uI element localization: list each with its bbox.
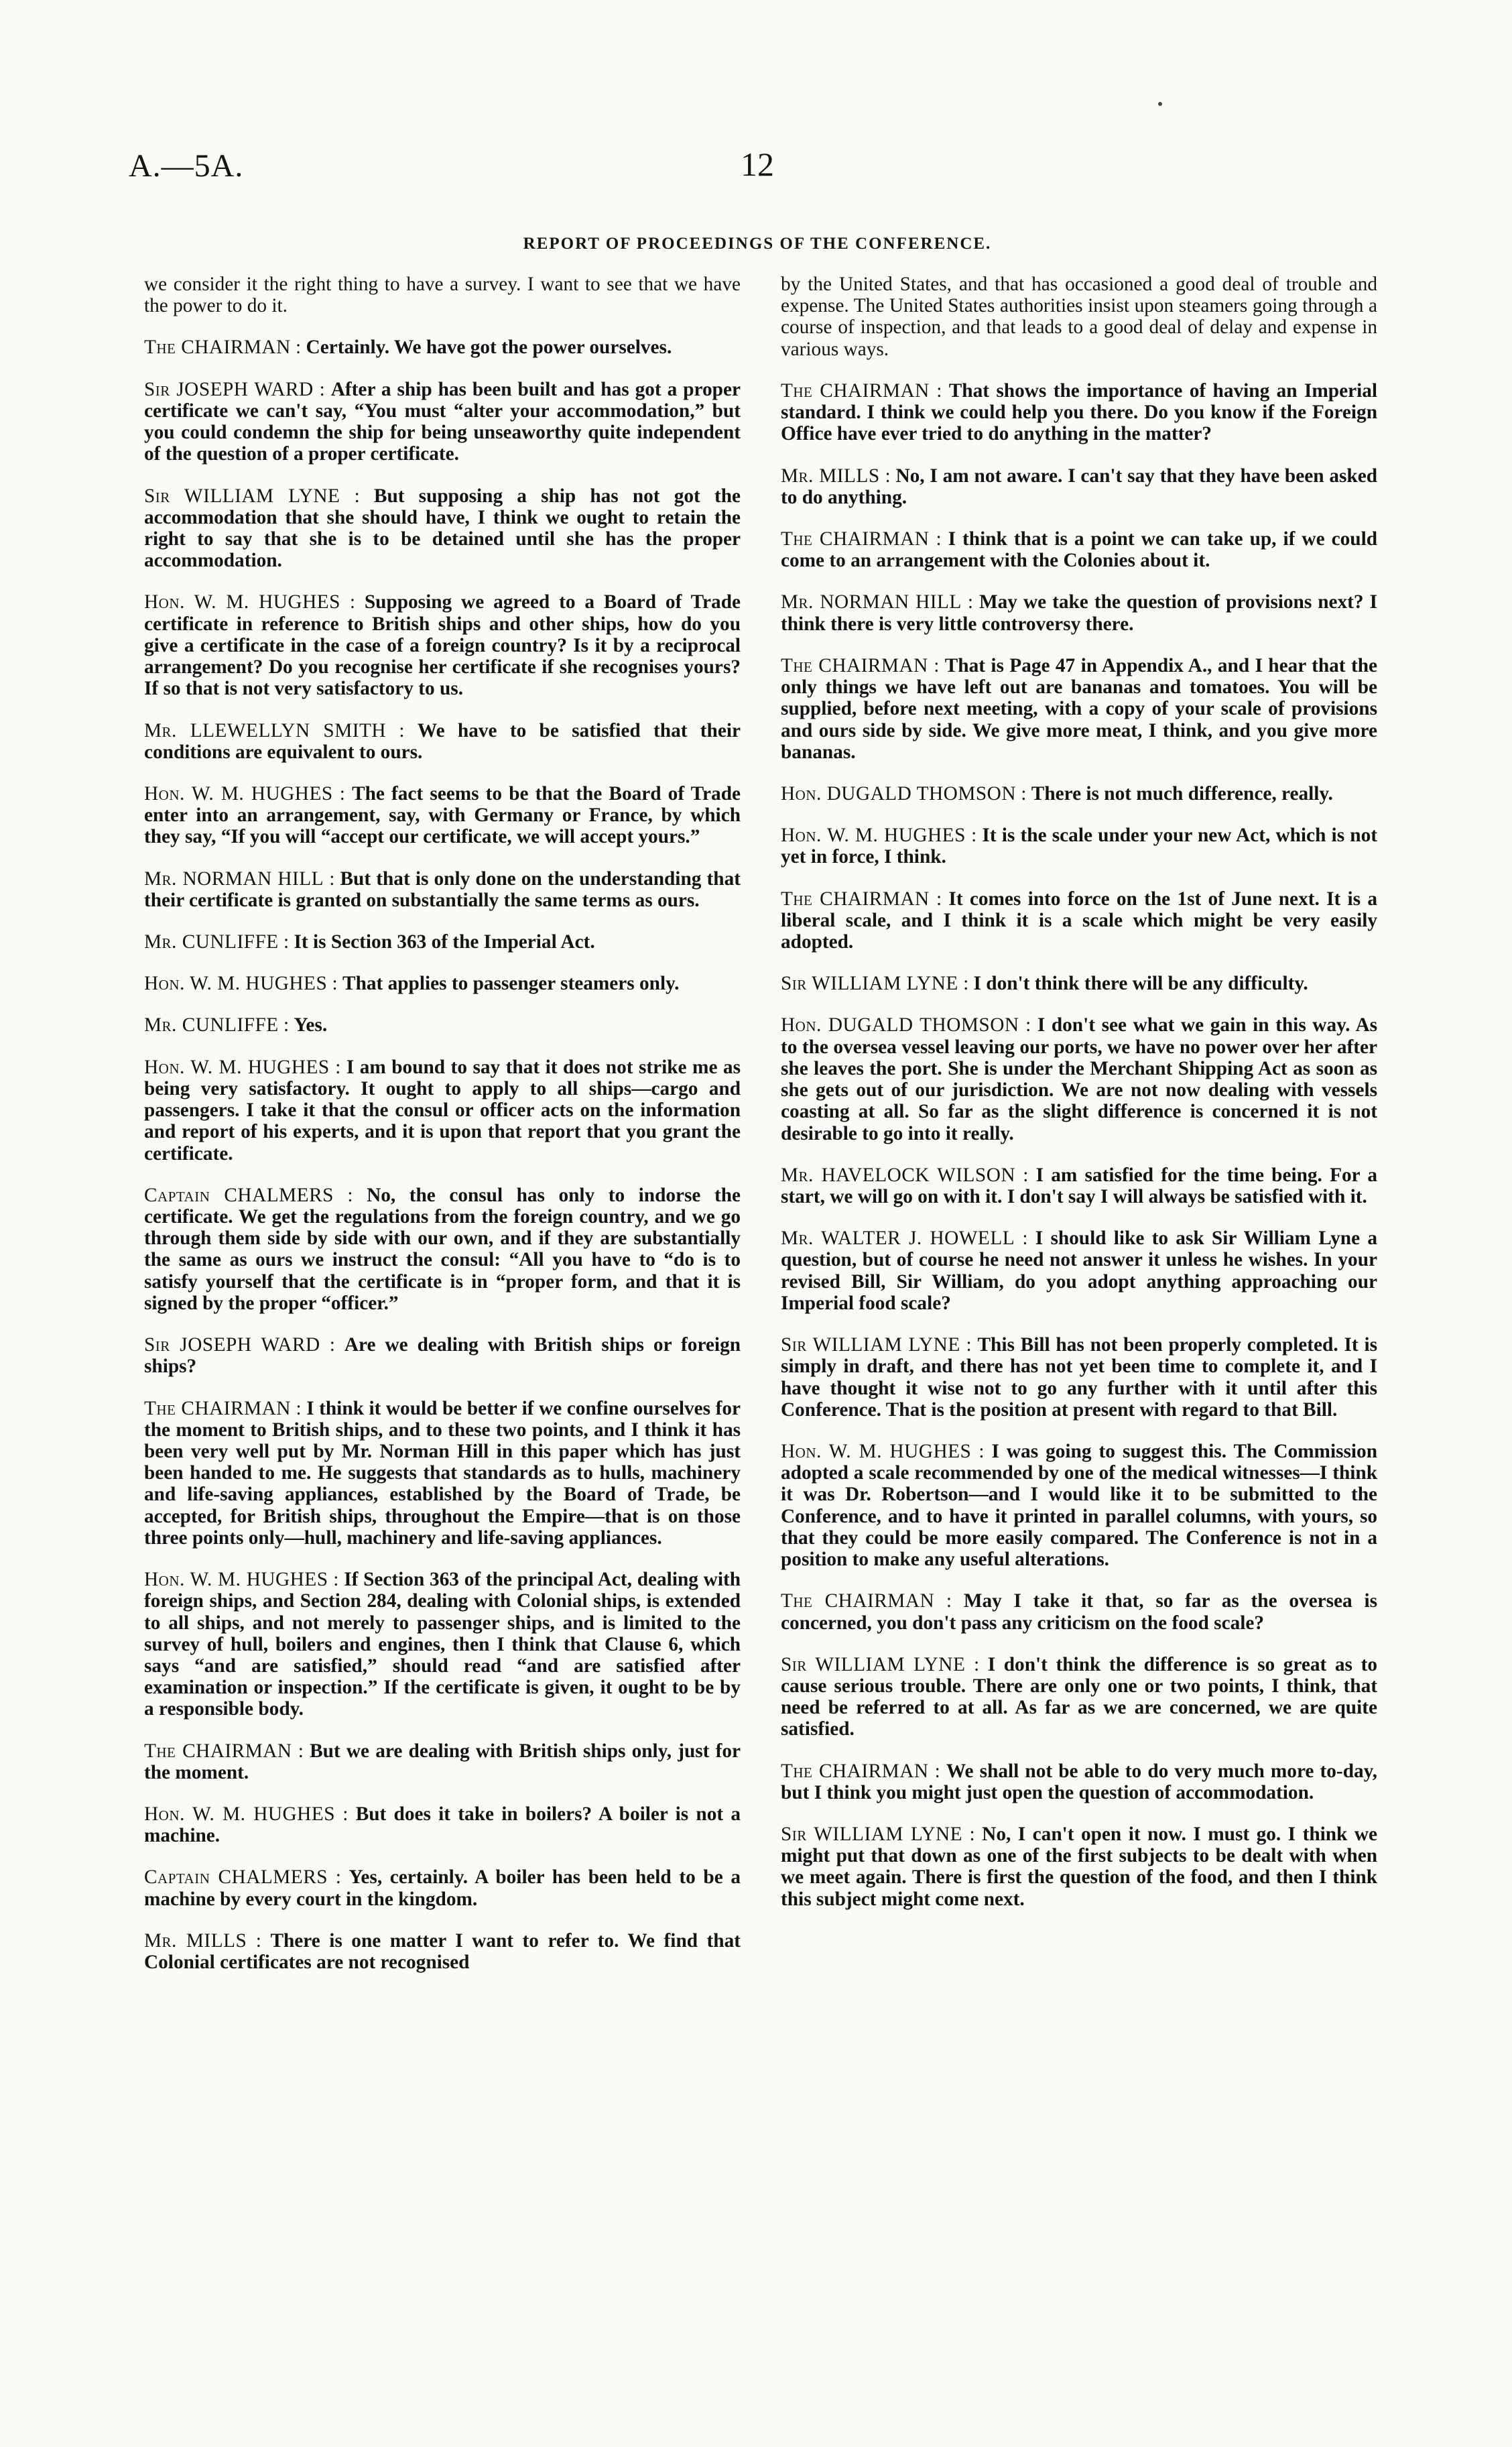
speaker-name: Mr. MILLS — [781, 465, 880, 487]
speaker-separator: : — [340, 485, 374, 507]
speaker-name: The CHAIRMAN — [144, 1397, 291, 1419]
speaker-separator: : — [292, 1740, 310, 1762]
speech-text: Yes, certainly. A boiler has been held to be a machine by every court in the kingdom. — [144, 1866, 741, 1910]
speech-text: May we take the question of provisions next? I think there is very little controversy there. — [781, 591, 1377, 635]
speech-text: I think that is a point we can take up, if we could come to an arrangement with the Colonies about it. — [781, 528, 1377, 572]
speaker-separator: : — [278, 931, 294, 953]
speech-text: But does it take in boilers? A boiler is not a machine. — [144, 1803, 741, 1847]
speaker-separator: : — [324, 868, 340, 890]
speech-paragraph — [781, 274, 1377, 360]
speech-text: We have to be satisfied that their conditions are equivalent to ours. — [144, 719, 741, 763]
speech-paragraph — [781, 380, 1377, 445]
speaker-separator: : — [313, 378, 331, 400]
speech-paragraph — [781, 1441, 1377, 1570]
speech-text: There is not much difference, really. — [1031, 782, 1333, 804]
speech-text: Are we dealing with British ships or foreign ships? — [144, 1334, 741, 1378]
speech-text: Certainly. We have got the power ourselves. — [306, 337, 672, 359]
speaker-separator: : — [958, 973, 974, 995]
speech-paragraph — [144, 379, 741, 465]
speech-paragraph — [781, 591, 1377, 634]
speech-text: No, the consul has only to indorse the certificate. We get the regulations from the foreign country, and we go through them side by side with our own, and if they are substantially the same as ours we instruct the consul: “All you have to “do is to satisfy yourself that the certificate is in “proper form, and that it is signed by the proper “officer.” — [144, 1184, 741, 1314]
speech-text: This Bill has not been properly completed. It is simply in draft, and there has not yet been time to complete it, and I have thought it wise not to go any further with it until after this Conference. That is the position at present with regard to that Bill. — [781, 1334, 1377, 1421]
speech-paragraph — [781, 528, 1377, 571]
speaker-separator: : — [329, 1056, 346, 1078]
speech-paragraph — [144, 1803, 741, 1846]
speech-paragraph — [144, 931, 741, 953]
speech-paragraph — [781, 1654, 1377, 1740]
speech-text: But supposing a ship has not got the accommodation that she should have, I think we ought to retain the right to say that she is to be detained until she has the proper accommodation. — [144, 485, 741, 572]
speech-paragraph — [144, 783, 741, 848]
speech-paragraph — [781, 1165, 1377, 1207]
speech-text: I don't see what we gain in this way. As to the oversea vessel leaving our ports, we have no power over her after she leaves the port. She is under the Merchant Shipping Act as soon as she gets out of our jurisdiction. We are not now dealing with vessels coasting at all. So far as the slight difference is concerned it is not desirable to go into it really. — [781, 1014, 1378, 1144]
speech-paragraph — [144, 868, 741, 911]
speaker-name: Hon. DUGALD THOMSON — [781, 782, 1016, 804]
speaker-name: Captain CHALMERS — [144, 1866, 328, 1889]
speaker-name: The CHAIRMAN — [781, 1760, 929, 1782]
speech-text: No, I can't open it now. I must go. I think we might put that down as one of the first subjects to be dealt with when we meet again. There is first the question of the food, and then I think this subject might come next. — [781, 1824, 1377, 1910]
speaker-name: Hon. W. M. HUGHES — [144, 1056, 330, 1078]
speaker-name: Mr. NORMAN HILL — [781, 591, 962, 613]
speech-paragraph — [144, 1057, 741, 1165]
speaker-name: The CHAIRMAN — [781, 379, 930, 402]
right-column — [781, 274, 1377, 1930]
speaker-name: Captain CHALMERS — [144, 1184, 334, 1206]
speech-paragraph — [781, 1760, 1377, 1803]
speaker-name: Sir JOSEPH WARD — [144, 378, 314, 400]
speaker-name: Mr. CUNLIFFE — [144, 931, 279, 953]
speaker-name: Hon. W. M. HUGHES — [144, 1569, 328, 1591]
speech-text: But that is only done on the understanding that their certificate is granted on substantially the same terms as ours. — [144, 868, 741, 911]
speaker-separator: : — [961, 591, 979, 613]
speaker-separator: : — [1015, 1164, 1036, 1186]
speaker-separator: : — [929, 528, 948, 550]
speech-text: There is one matter I want to refer to. We find that Colonial certificates are not recognised — [144, 1929, 741, 1974]
speech-text: It comes into force on the 1st of June next. It is a liberal scale, and I think it is a scale which might be very easily adopted. — [781, 888, 1377, 953]
speech-paragraph — [144, 1569, 741, 1720]
speaker-name: Mr. MILLS — [144, 1929, 247, 1952]
speaker-separator: : — [934, 1590, 964, 1612]
speaker-name: Hon. DUGALD THOMSON — [781, 1014, 1019, 1036]
speaker-name: Sir WILLIAM LYNE — [144, 485, 340, 507]
speaker-separator: : — [386, 719, 418, 741]
speech-paragraph — [144, 1014, 741, 1036]
speech-paragraph — [144, 274, 741, 316]
speaker-name: Hon. W. M. HUGHES — [781, 825, 966, 847]
speech-text: Supposing we agreed to a Board of Trade certificate in reference to British ships and other ships, how do you give a certificate in the case of a foreign country? Is it by a reciprocal arrangement? Do you recognise her certificate if she recognises yours? If so that is not very satisfactory to us. — [144, 591, 741, 700]
speech-text: May I take it that, so far as the oversea is concerned, you don't pass any criticism on the food scale? — [781, 1590, 1378, 1634]
speaker-separator: : — [278, 1014, 294, 1036]
speech-paragraph — [144, 1398, 741, 1549]
speech-paragraph — [781, 973, 1377, 994]
speaker-name: Mr. LLEWELLYN SMITH — [144, 719, 387, 741]
speech-text: If Section 363 of the principal Act, dealing with foreign ships, and Section 284, dealing with Colonial ships, is extended to all ships, and not merely to passenger ships, and is limited to the survey of hull, boilers and engines, then I think that Clause 6, which says “and are satisfied,” should read “and are satisfied after examination or inspection.” If the certificate is given, it ought to be by a responsible body. — [144, 1569, 741, 1720]
speaker-name: Mr. WALTER J. HOWELL — [781, 1228, 1015, 1250]
speech-text: It is the scale under your new Act, which is not yet in force, I think. — [781, 825, 1377, 868]
speech-text: That shows the importance of having an Imperial standard. I think we could help you there. Do you know if the Foreign Office have ever tried to do anything in the matter? — [781, 379, 1377, 445]
speech-text: we consider it the right thing to have a survey. I want to see that we have the power to do it. — [144, 274, 741, 317]
speech-paragraph — [144, 1740, 741, 1783]
speaker-separator: : — [960, 1334, 978, 1356]
speaker-name: The CHAIRMAN — [781, 1590, 935, 1612]
speaker-separator: : — [971, 1440, 992, 1462]
speaker-separator: : — [1015, 782, 1031, 804]
speech-paragraph — [781, 465, 1377, 508]
speaker-name: Mr. CUNLIFFE — [144, 1014, 279, 1036]
speaker-separator: : — [1019, 1014, 1037, 1036]
speech-text: The fact seems to be that the Board of Trade enter into an arrangement, say, with Germany or France, by which they say, “If you will “accept our certificate, we will accept yours.” — [144, 782, 741, 848]
speaker-separator: : — [333, 1184, 367, 1206]
speaker-separator: : — [962, 1824, 983, 1846]
speech-paragraph — [781, 1334, 1377, 1421]
paper-identifier: A.—5A. — [129, 148, 244, 184]
speaker-name: Hon. W. M. HUGHES — [781, 1440, 972, 1462]
speaker-name: Sir WILLIAM LYNE — [781, 1334, 960, 1356]
ink-dot — [1158, 102, 1162, 106]
speech-text: I was going to suggest this. The Commission adopted a scale recommended by one of the medical witnesses—I think it was Dr. Robertson—and I would like it to be submitted to the Conference, and to have it printed in parallel columns, with yours, so that they could be more easily compared. The Conference is not in a position to make any useful alterations. — [781, 1440, 1377, 1571]
speaker-name: The CHAIRMAN — [781, 528, 930, 550]
speech-text: I think it would be better if we confine ourselves for the moment to British ships, and to these two points, and I think it has been very well put by Mr. Norman Hill in this paper which has just been handed to me. He suggests that standards as to hulls, machinery and life-saving appliances, established by the Board of Trade, be accepted, for British ships, throughout the Empire—that is on those three points only—hull, machinery and life-saving appliances. — [144, 1397, 741, 1549]
speech-paragraph — [781, 1590, 1377, 1633]
speech-text: But we are dealing with British ships only, just for the moment. — [144, 1740, 741, 1783]
speaker-separator: : — [340, 591, 365, 613]
speaker-name: The CHAIRMAN — [781, 888, 930, 910]
speech-paragraph — [781, 825, 1377, 868]
speaker-separator: : — [328, 1866, 349, 1889]
speaker-name: Mr. HAVELOCK WILSON — [781, 1164, 1016, 1186]
speaker-separator: : — [247, 1929, 271, 1952]
speaker-separator: : — [928, 654, 945, 676]
speech-paragraph — [144, 973, 741, 994]
speaker-name: The CHAIRMAN — [144, 1740, 292, 1762]
speech-paragraph — [781, 1228, 1377, 1314]
speaker-name: Hon. W. M. HUGHES — [144, 591, 340, 613]
speech-text: It is Section 363 of the Imperial Act. — [294, 931, 595, 953]
speech-paragraph — [144, 1185, 741, 1314]
speaker-separator: : — [290, 1397, 307, 1419]
speaker-separator: : — [1015, 1228, 1035, 1250]
speaker-name: Mr. NORMAN HILL — [144, 868, 324, 890]
speaker-separator: : — [327, 973, 343, 995]
speaker-separator: : — [335, 1803, 356, 1826]
speech-text: No, I am not aware. I can't say that they have been asked to do anything. — [781, 465, 1377, 508]
speaker-name: Hon. W. M. HUGHES — [144, 1803, 336, 1826]
speech-text: I am bound to say that it does not strike me as being very satisfactory. It ought to apply to all ships—cargo and passengers. I take it that the consul or officer acts on the information and report of his experts, and it is upon that report that you grant the certificate. — [144, 1056, 741, 1165]
speaker-separator: : — [965, 1653, 988, 1675]
speaker-separator: : — [929, 888, 949, 910]
speech-text: After a ship has been built and has got a proper certificate we can't say, “You must “alter your accommodation,” but you could condemn the ship for being unseaworthy quite independent of the question of a proper certificate. — [144, 378, 741, 465]
speaker-name: Sir WILLIAM LYNE — [781, 1824, 963, 1846]
speech-paragraph — [781, 1014, 1377, 1144]
speaker-name: The CHAIRMAN — [144, 337, 291, 359]
speech-paragraph — [144, 591, 741, 699]
speaker-separator: : — [320, 1334, 344, 1356]
speaker-separator: : — [290, 337, 306, 359]
speech-paragraph — [781, 1824, 1377, 1910]
speech-paragraph — [144, 1930, 741, 1973]
speech-paragraph — [781, 888, 1377, 953]
speech-text: I don't think there will be any difficulty. — [973, 973, 1308, 995]
speech-text: Yes. — [294, 1014, 328, 1036]
speech-text: We shall not be able to do very much more to-day, but I think you might just open the question of accommodation. — [781, 1760, 1377, 1803]
speech-paragraph — [144, 720, 741, 763]
speaker-separator: : — [965, 825, 983, 847]
speech-text: by the United States, and that has occasioned a good deal of trouble and expense. The United States authorities insist upon steamers going through a course of inspection, and that leads to a good deal of delay and expense in various ways. — [781, 274, 1377, 360]
speaker-separator: : — [879, 465, 896, 487]
speech-paragraph — [144, 1334, 741, 1377]
speaker-separator: : — [929, 379, 949, 402]
speaker-name: Hon. W. M. HUGHES — [144, 782, 333, 804]
page-number: 12 — [741, 145, 774, 183]
speaker-separator: : — [328, 1569, 344, 1591]
speech-paragraph — [781, 783, 1377, 804]
speech-text: That is Page 47 in Appendix A., and I hear that the only things we have left out are bananas and tomatoes. You will be supplied, before next meeting, with a copy of your scale of provisions and ours side by side. We give more meat, I think, and you give more bananas. — [781, 654, 1378, 763]
speaker-name: The CHAIRMAN — [781, 654, 928, 676]
speech-text: I should like to ask Sir William Lyne a question, but of course he need not answer it unless he wishes. In your revised Bill, Sir William, do you adopt anything approaching our Imperial food scale? — [781, 1228, 1377, 1314]
left-column — [144, 274, 741, 1993]
speech-paragraph — [144, 337, 741, 358]
speaker-name: Sir WILLIAM LYNE — [781, 1653, 966, 1675]
speaker-separator: : — [332, 782, 353, 804]
running-title: REPORT OF PROCEEDINGS OF THE CONFERENCE. — [523, 235, 992, 253]
speaker-name: Hon. W. M. HUGHES — [144, 973, 328, 995]
speaker-separator: : — [928, 1760, 946, 1782]
speaker-name: Sir JOSEPH WARD — [144, 1334, 320, 1356]
speech-text: I don't think the difference is so great as to cause serious trouble. There are only one or two points, I think, that need be referred to at all. As far as we are concerned, we are quite satisfied. — [781, 1653, 1377, 1740]
speech-paragraph — [781, 655, 1377, 763]
speaker-name: Sir WILLIAM LYNE — [781, 973, 958, 995]
speech-paragraph — [144, 1866, 741, 1909]
speech-text: That applies to passenger steamers only. — [342, 973, 680, 995]
speech-paragraph — [144, 485, 741, 572]
speech-text: I am satisfied for the time being. For a start, we will go on with it. I don't say I will always be satisfied with it. — [781, 1164, 1377, 1207]
